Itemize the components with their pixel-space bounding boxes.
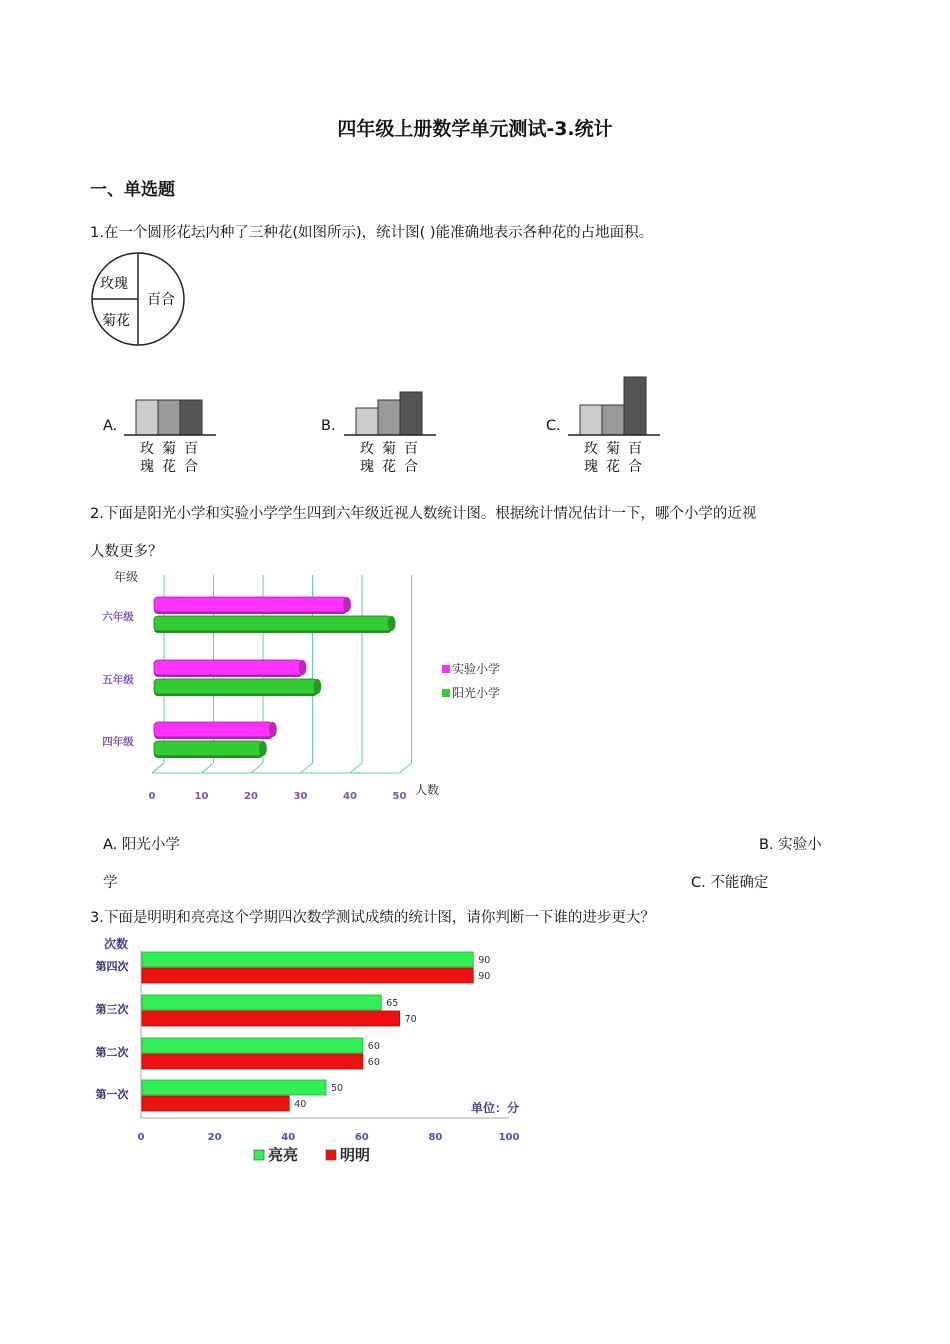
q1-option-b-chart[interactable] (338, 380, 438, 480)
bar-cap (343, 597, 351, 612)
question-2-text-line2: 人数更多？ (90, 544, 163, 560)
pie-label-lily: 百合 (147, 292, 175, 308)
data-label: 70 (404, 1014, 417, 1025)
bar-c-lily (624, 377, 646, 435)
svg-text:瑰: 瑰 (360, 459, 374, 475)
pie-figure (88, 250, 193, 350)
floor-gridline (202, 763, 214, 773)
x-tick-label: 40 (343, 791, 357, 802)
bar-亮亮 (142, 952, 473, 967)
x-tick-label: 0 (137, 1132, 145, 1143)
bar-实验小学 (154, 722, 273, 737)
q2-option-b-continued[interactable]: 学 (103, 875, 118, 891)
axis-corner (152, 763, 164, 773)
q1-option-a-label[interactable]: A. (103, 418, 118, 434)
page-title: 四年级上册数学单元测试-3.统计 (337, 118, 613, 140)
legend-label: 实验小学 (452, 662, 501, 676)
question-1-text: 1.在一个圆形花坛内种了三种花(如图所示)，统计图( )能准确地表示各种花的占地面积。 (90, 225, 654, 241)
bar-阳光小学 (154, 679, 317, 694)
x-tick-label: 20 (244, 791, 258, 802)
svg-text:百: 百 (628, 441, 642, 457)
svg-text:合: 合 (184, 459, 198, 475)
bar-a-lily (180, 400, 202, 435)
bar-a-rose (136, 400, 158, 435)
category-label: 五年级 (102, 674, 134, 686)
category-label: 第一次 (95, 1088, 129, 1101)
bar-明明 (142, 968, 473, 983)
pie-label-chrysanthemum: 菊花 (102, 313, 130, 329)
legend-label: 亮亮 (268, 1146, 299, 1164)
data-label: 65 (386, 998, 399, 1009)
data-label: 50 (331, 1083, 344, 1094)
svg-text:菊: 菊 (382, 441, 396, 457)
x-tick-label: 80 (428, 1132, 443, 1143)
floor-gridline (350, 763, 362, 773)
svg-text:菊: 菊 (606, 441, 620, 457)
question-3-text: 3.下面是明明和亮亮这个学期四次数学测试成绩的统计图，请你判断一下谁的进步更大？ (90, 910, 655, 926)
bar-明明 (142, 1011, 400, 1026)
bar-b-rose (356, 408, 378, 435)
bar-c-rose (580, 405, 602, 435)
floor-gridline (400, 763, 412, 773)
x-tick-label: 60 (354, 1132, 369, 1143)
bar-实验小学 (154, 660, 303, 675)
bar-亮亮 (142, 995, 381, 1010)
bar-b-chrysanthemum (378, 400, 400, 435)
x-tick-label: 40 (281, 1132, 296, 1143)
bar-亮亮 (142, 1038, 363, 1053)
myopia-chart (90, 565, 540, 805)
floor-gridline (301, 763, 313, 773)
x-axis-title: 人数 (415, 783, 440, 797)
svg-text:菊: 菊 (162, 441, 176, 457)
q2-option-c[interactable]: C. 不能确定 (691, 875, 769, 891)
svg-text:合: 合 (404, 459, 418, 475)
bar-亮亮 (142, 1080, 326, 1095)
svg-text:瑰: 瑰 (140, 459, 154, 475)
category-label: 第四次 (95, 960, 129, 973)
legend-swatch (442, 665, 450, 673)
svg-text:百: 百 (184, 441, 198, 457)
category-label: 四年级 (102, 736, 134, 748)
bar-阳光小学 (154, 616, 392, 631)
svg-text:玫: 玫 (140, 441, 154, 457)
y-axis-title: 次数 (104, 937, 129, 951)
x-tick-label: 20 (207, 1132, 222, 1143)
pie-label-rose: 玫瑰 (100, 276, 128, 292)
bar-明明 (142, 1096, 289, 1111)
data-label: 60 (367, 1057, 380, 1068)
bar-cap (299, 660, 307, 675)
bar-a-chrysanthemum (158, 400, 180, 435)
bar-cap (269, 722, 277, 737)
svg-text:玫: 玫 (360, 441, 374, 457)
bar-阳光小学 (154, 741, 263, 756)
q1-option-b-label[interactable]: B. (321, 418, 336, 434)
question-2-text-line1: 2.下面是阳光小学和实验小学学生四到六年级近视人数统计图。根据统计情况估计一下，哪个小学的近视 (90, 506, 757, 522)
svg-text:玫: 玫 (584, 441, 598, 457)
q1-option-a-chart[interactable] (118, 380, 218, 480)
bar-cap (259, 741, 267, 756)
legend-label: 明明 (340, 1146, 371, 1164)
svg-text:花: 花 (606, 459, 620, 475)
legend-swatch (442, 689, 450, 697)
q1-option-c-label[interactable]: C. (546, 418, 561, 434)
x-tick-label: 50 (392, 791, 407, 802)
floor-gridline (251, 763, 263, 773)
x-tick-label: 30 (293, 791, 308, 802)
data-label: 90 (478, 955, 491, 966)
svg-text:合: 合 (628, 459, 642, 475)
bar-cap (388, 616, 396, 631)
data-label: 60 (367, 1041, 380, 1052)
svg-text:花: 花 (382, 459, 396, 475)
x-tick-label: 100 (498, 1132, 520, 1143)
x-tick-label: 10 (194, 791, 209, 802)
x-tick-label: 0 (148, 791, 156, 802)
y-axis-title: 年级 (114, 570, 139, 584)
legend-swatch (326, 1150, 336, 1160)
bar-b-lily (400, 392, 422, 435)
bar-cap (313, 679, 321, 694)
q2-option-b[interactable]: B. 实验小 (759, 837, 822, 853)
svg-text:花: 花 (162, 459, 176, 475)
q2-option-a[interactable]: A. 阳光小学 (103, 837, 180, 853)
data-label: 90 (478, 971, 491, 982)
score-chart (88, 932, 538, 1172)
svg-text:百: 百 (404, 441, 418, 457)
bar-明明 (142, 1054, 363, 1069)
q1-option-c-chart[interactable] (562, 372, 662, 480)
data-label: 40 (294, 1099, 307, 1110)
bar-实验小学 (154, 597, 347, 612)
legend-swatch (254, 1150, 264, 1160)
section-heading: 一、单选题 (90, 180, 175, 200)
legend-label: 阳光小学 (452, 686, 501, 700)
category-label: 第三次 (95, 1003, 129, 1016)
bar-c-chrysanthemum (602, 405, 624, 435)
category-label: 第二次 (95, 1046, 129, 1059)
unit-label: 单位：分 (471, 1101, 520, 1115)
category-label: 六年级 (102, 611, 134, 623)
svg-text:瑰: 瑰 (584, 459, 598, 475)
